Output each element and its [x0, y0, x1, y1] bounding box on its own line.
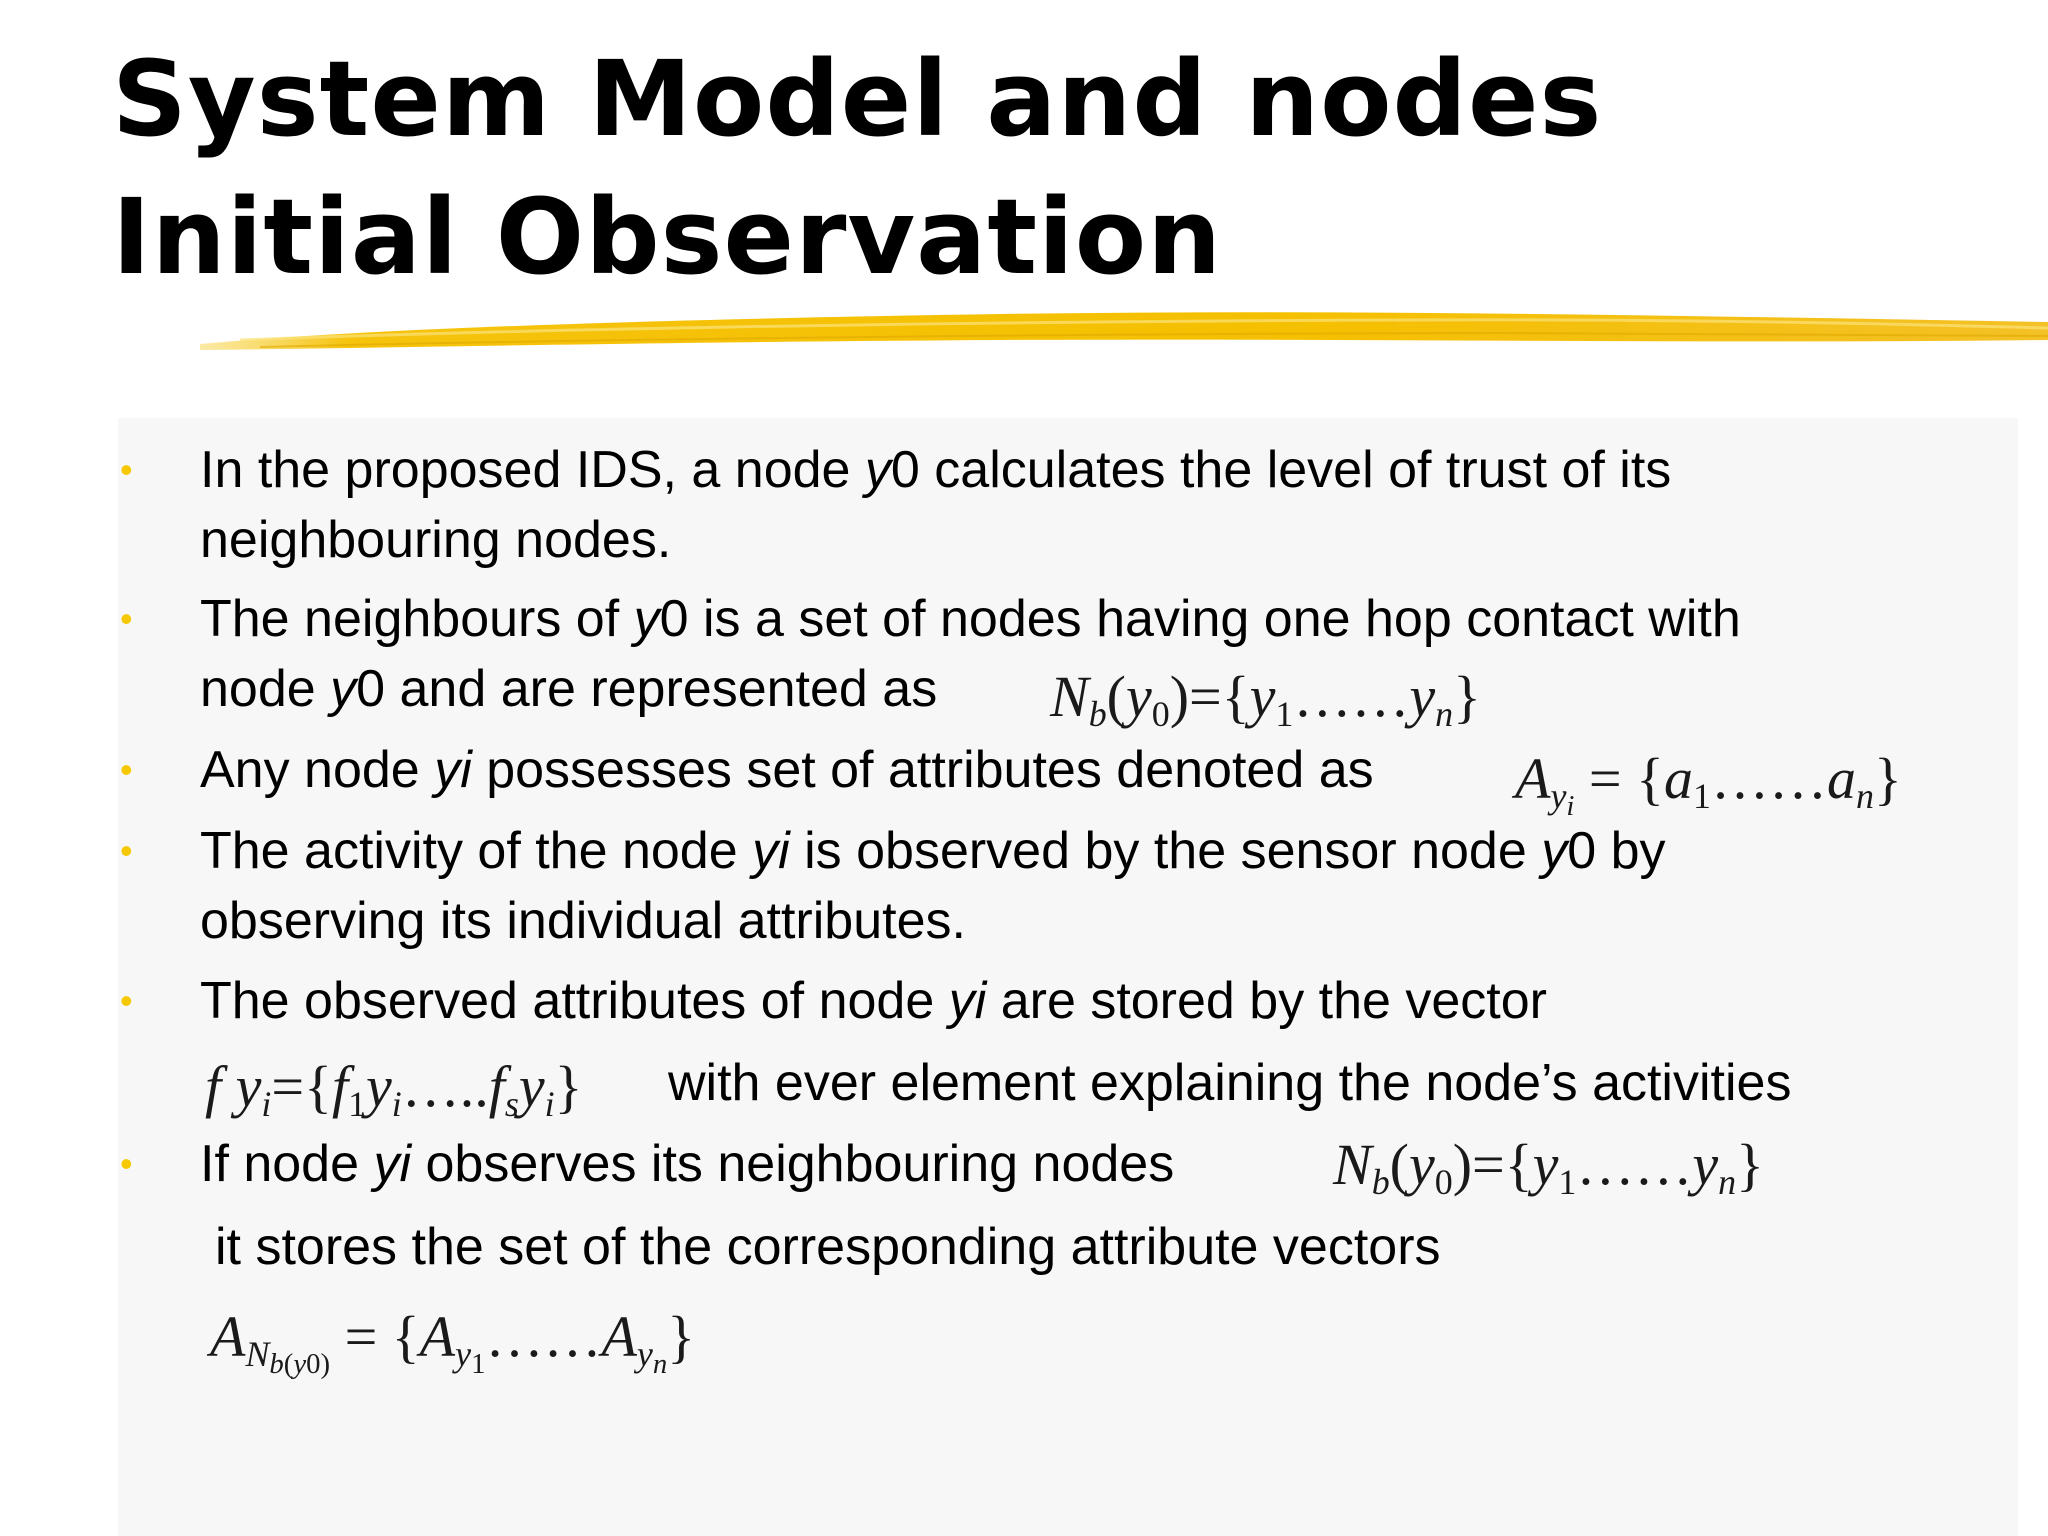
equation-neighbour-attribute-set: $A_{N_{b(y0)}}$ = $\{A_{y_1}\dots\dots A_{y_n}\}$ — [210, 1304, 696, 1381]
title-line-1: System Model and nodes — [112, 38, 1603, 160]
bullet-4-line-1: The activity of the node yi is observed by the sensor node y0 by — [200, 822, 1666, 880]
equation-neighbour-set-2: $N_b(y_0)=\{y_1\dots\dots y_n\}$ — [1333, 1132, 1764, 1203]
equation-neighbour-set: $N_b(y_0)=\{y_1\dots\dots y_n\}$ — [1050, 664, 1481, 735]
yellow-brush-stroke — [200, 300, 2048, 360]
bullet-6-line-2: it stores the set of the corresponding attribute vectors — [215, 1218, 1441, 1276]
bullet-marker: • — [120, 980, 133, 1021]
slide-title — [112, 30, 1602, 306]
equation-attribute-set: $A_{y_i}$ = $\{a_1\dots\dots a_n\}$ — [1515, 746, 1902, 823]
bullet-6-line-1: If node yi observes its neighbouring nodes — [200, 1135, 1175, 1193]
bullet-marker: • — [120, 830, 133, 871]
bullet-4-line-2: observing its individual attributes. — [200, 892, 966, 950]
bullet-2-line-2: node y0 and are represented as — [200, 660, 938, 718]
bullet-1-line-2: neighbouring nodes. — [200, 511, 672, 569]
bullet-5-line-2: with ever element explaining the node’s activities — [668, 1054, 1792, 1112]
bullet-marker: • — [120, 1143, 133, 1184]
equation-attribute-vector: f $y_i=\{f_1y_i\dots..f_sy_i\}$ — [205, 1054, 583, 1125]
bullet-2-line-1: The neighbours of y0 is a set of nodes having one hop contact with — [200, 590, 1741, 648]
bullet-marker: • — [120, 449, 133, 490]
bullet-marker: • — [120, 598, 133, 639]
bullet-marker: • — [120, 749, 133, 790]
bullet-3-line-1: Any node yi possesses set of attributes denoted as — [200, 741, 1374, 799]
bullet-5-line-1: The observed attributes of node yi are stored by the vector — [200, 972, 1547, 1030]
bullet-1-line-1: In the proposed IDS, a node y0 calculates the level of trust of its — [200, 441, 1672, 499]
title-line-2: Initial Observation — [112, 176, 1223, 298]
